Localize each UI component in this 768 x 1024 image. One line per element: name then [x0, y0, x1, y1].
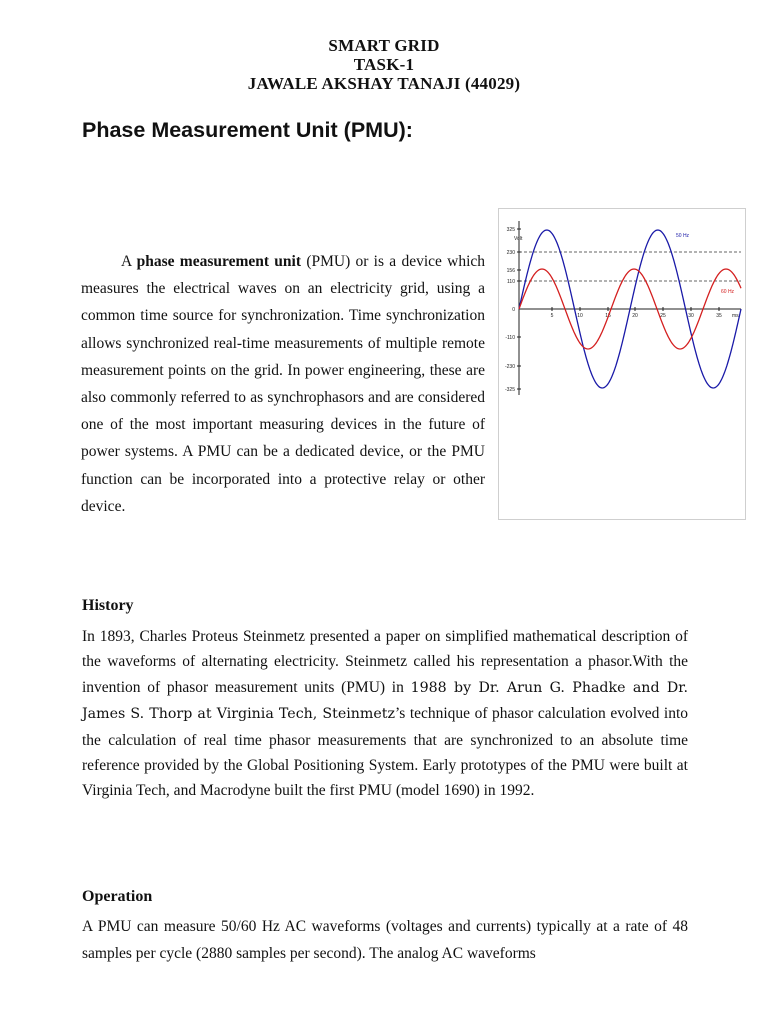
history-text-2: 1988 by Dr. Arun G. Phadke and Dr. James S. Thorp at Virginia Tech, Steinmetz [82, 679, 688, 723]
document-header [0, 36, 768, 93]
header-task: TASK-1 [353, 55, 415, 74]
y-tick-label: -325 [504, 387, 515, 393]
x-tick-label: 20 [632, 313, 638, 319]
operation-heading: Operation [82, 888, 153, 905]
waveform-chart [499, 209, 747, 521]
history-text-1: In 1893, Charles Proteus Steinmetz presented a paper on simplified mathematical description of the waveforms of alternating electricity. Steinmetz called his representation a phasor.With the invention of phasor measurement units (PMU) in [82, 628, 688, 696]
x-unit-label: ms [732, 313, 739, 319]
history-heading: History [82, 597, 134, 614]
x-tick-label: 35 [716, 313, 722, 319]
y-unit-label: Volt [514, 236, 523, 242]
operation-paragraph: A PMU can measure 50/60 Hz AC waveforms (voltages and currents) typically at a rate of 48 samples per cycle (2880 samples per second). The analog AC waveforms [82, 918, 688, 962]
intro-text: (PMU) or is a device which measures the electrical waves on an electricity grid, using a common time source for synchronization. Time synchronization allows synchronized real-time measurements of multiple remote measurement points on the grid. In power engineering, these are also commonly referred to as synchrophasors and are considered one of the most important measuring devices in the future of power systems. A PMU can be a dedicated device, or the PMU function can be incorporated into a protective relay or other device. [81, 253, 486, 515]
intro-lead: A [121, 253, 132, 270]
waveform-figure [498, 208, 746, 520]
header-course: SMART GRID [328, 36, 440, 55]
x-tick-label: 5 [550, 313, 554, 319]
x-tick-label: 15 [605, 313, 611, 319]
y-tick-label: 156 [506, 268, 515, 274]
series-50hz-label: 50 Hz [676, 233, 690, 239]
y-tick-label: -110 [505, 335, 515, 341]
y-tick-label: 110 [507, 279, 515, 285]
intro-paragraph [81, 248, 485, 520]
intro-term: phase measurement unit [136, 253, 302, 270]
x-tick-label: 30 [688, 313, 694, 319]
history-text-4: technique of phasor calculation evolved into the calculation of real time phasor measurements that are synchronized to an absolute time reference provided by the Global Positioning System. Early prototypes of the PMU were built at Virginia Tech, and Macrodyne built the first PMU (model 1690) in 1992. [82, 705, 688, 800]
header-author: JAWALE AKSHAY TANAJI (44029) [247, 74, 521, 93]
x-tick-label: 10 [577, 313, 583, 319]
history-paragraph [82, 624, 688, 804]
history-text-3: ’s [394, 705, 406, 723]
y-tick-label: 325 [506, 227, 515, 233]
series-60hz-label: 60 Hz [721, 289, 735, 295]
y-tick-label: -230 [504, 364, 515, 370]
x-tick-label: 25 [660, 313, 666, 319]
page-title: Phase Measurement Unit (PMU): [82, 118, 413, 142]
y-tick-label: 230 [506, 250, 515, 256]
zero-label: 0 [512, 307, 515, 313]
